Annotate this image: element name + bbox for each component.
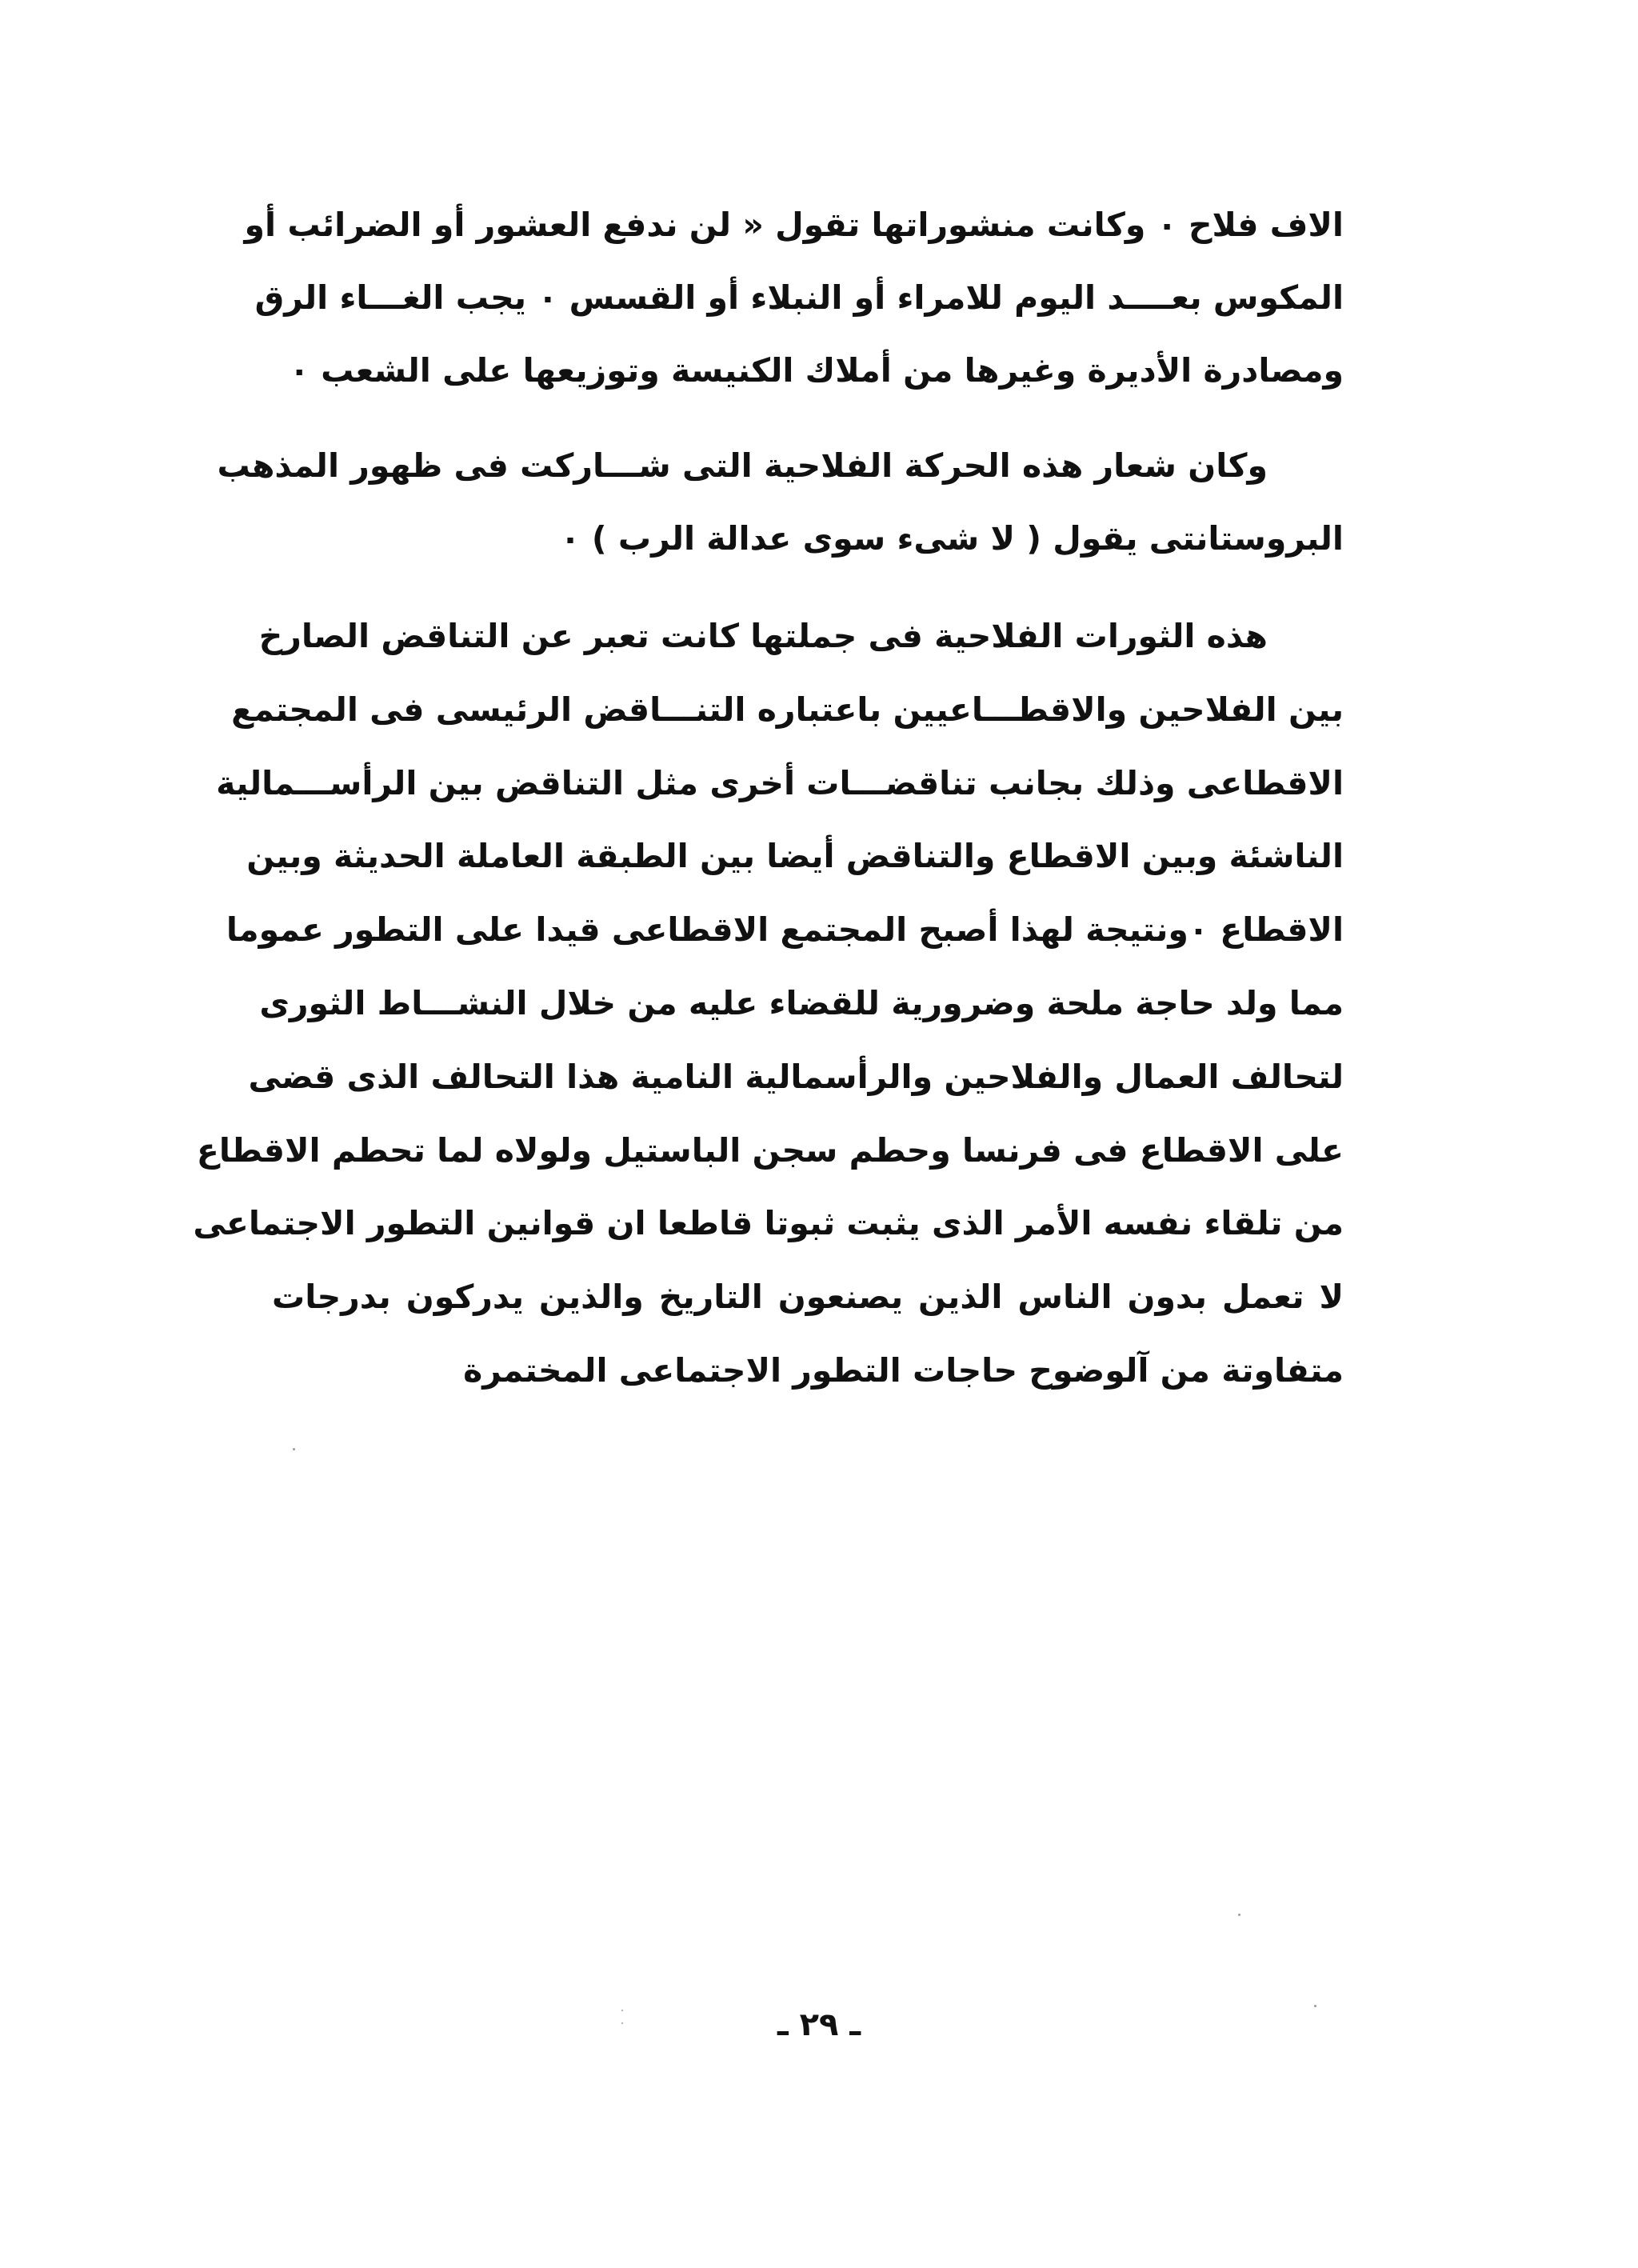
paragraph-1 <box>244 189 1344 407</box>
scan-speck <box>1238 1914 1240 1916</box>
paragraph-line: الاقطاعى وذلك بجانب تناقضـــات أخرى مثل التناقض بين الرأســـمالية <box>216 763 1344 802</box>
paragraph-line: وكان شعار هذه الحركة الفلاحية التى شـــاركت فى ظهور المذهب <box>217 446 1268 485</box>
paragraph-line: متفاوتة من آلوضوح حاجات التطور الاجتماعى المختمرة <box>463 1350 1344 1390</box>
paragraph-line: هذه الثورات الفلاحية فى جملتها كانت تعبر عن التناقض الصارخ <box>258 617 1268 655</box>
scan-speck <box>1314 2005 1316 2007</box>
paragraph-3 <box>193 600 1344 1408</box>
scan-speck <box>621 2022 623 2024</box>
paragraph-line: الاقطاع ٠ونتيجة لهذا أصبح المجتمع الاقطاعى قيدا على التطور عموما <box>226 910 1344 950</box>
paragraph-line: لتحالف العمال والفلاحين والرأسمالية النامية هذا التحالف الذى قضى <box>248 1057 1344 1096</box>
scan-speck <box>621 2010 623 2011</box>
page-number: ـ ٢٩ ـ <box>777 2006 861 2043</box>
paragraph-line: المكوس بعــــد اليوم للامراء أو النبلاء أو القسس ٠ يجب الغـــاء الرق <box>254 278 1344 317</box>
paragraph-line: مما ولد حاجة ملحة وضرورية للقضاء عليه من خلال النشـــاط الثورى <box>259 983 1344 1022</box>
paragraph-line: من تلقاء نفسه الأمر الذى يثبت ثبوتا قاطعا ان قوانين التطور الاجتماعى <box>193 1204 1344 1243</box>
scan-speck <box>293 1448 295 1450</box>
paragraph-line: الاف فلاح ٠ وكانت منشوراتها تقول « لن ندفع العشور أو الضرائب أو <box>244 206 1344 244</box>
paragraph-line: البروستانتى يقول ( لا شىء سوى عدالة الرب ) ٠ <box>560 519 1344 558</box>
paragraph-line: بين الفلاحين والاقطـــاعيين باعتباره التنـــاقض الرئيسى فى المجتمع <box>231 690 1344 729</box>
paragraph-line: الناشئة وبين الاقطاع والتناقض أيضا بين الطبقة العاملة الحديثة وبين <box>246 837 1344 876</box>
paragraph-line: لا تعمل بدون الناس الذين يصنعون التاريخ والذين يدركون بدرجات <box>272 1278 1344 1317</box>
paragraph-line: ومصادرة الأديرة وغيرها من أملاك الكنيسة وتوزيعها على الشعب ٠ <box>289 351 1344 390</box>
paragraph-line: على الاقطاع فى فرنسا وحطم سجن الباستيل ولولاه لما تحطم الاقطاع <box>196 1130 1344 1170</box>
paragraph-2 <box>217 430 1344 575</box>
